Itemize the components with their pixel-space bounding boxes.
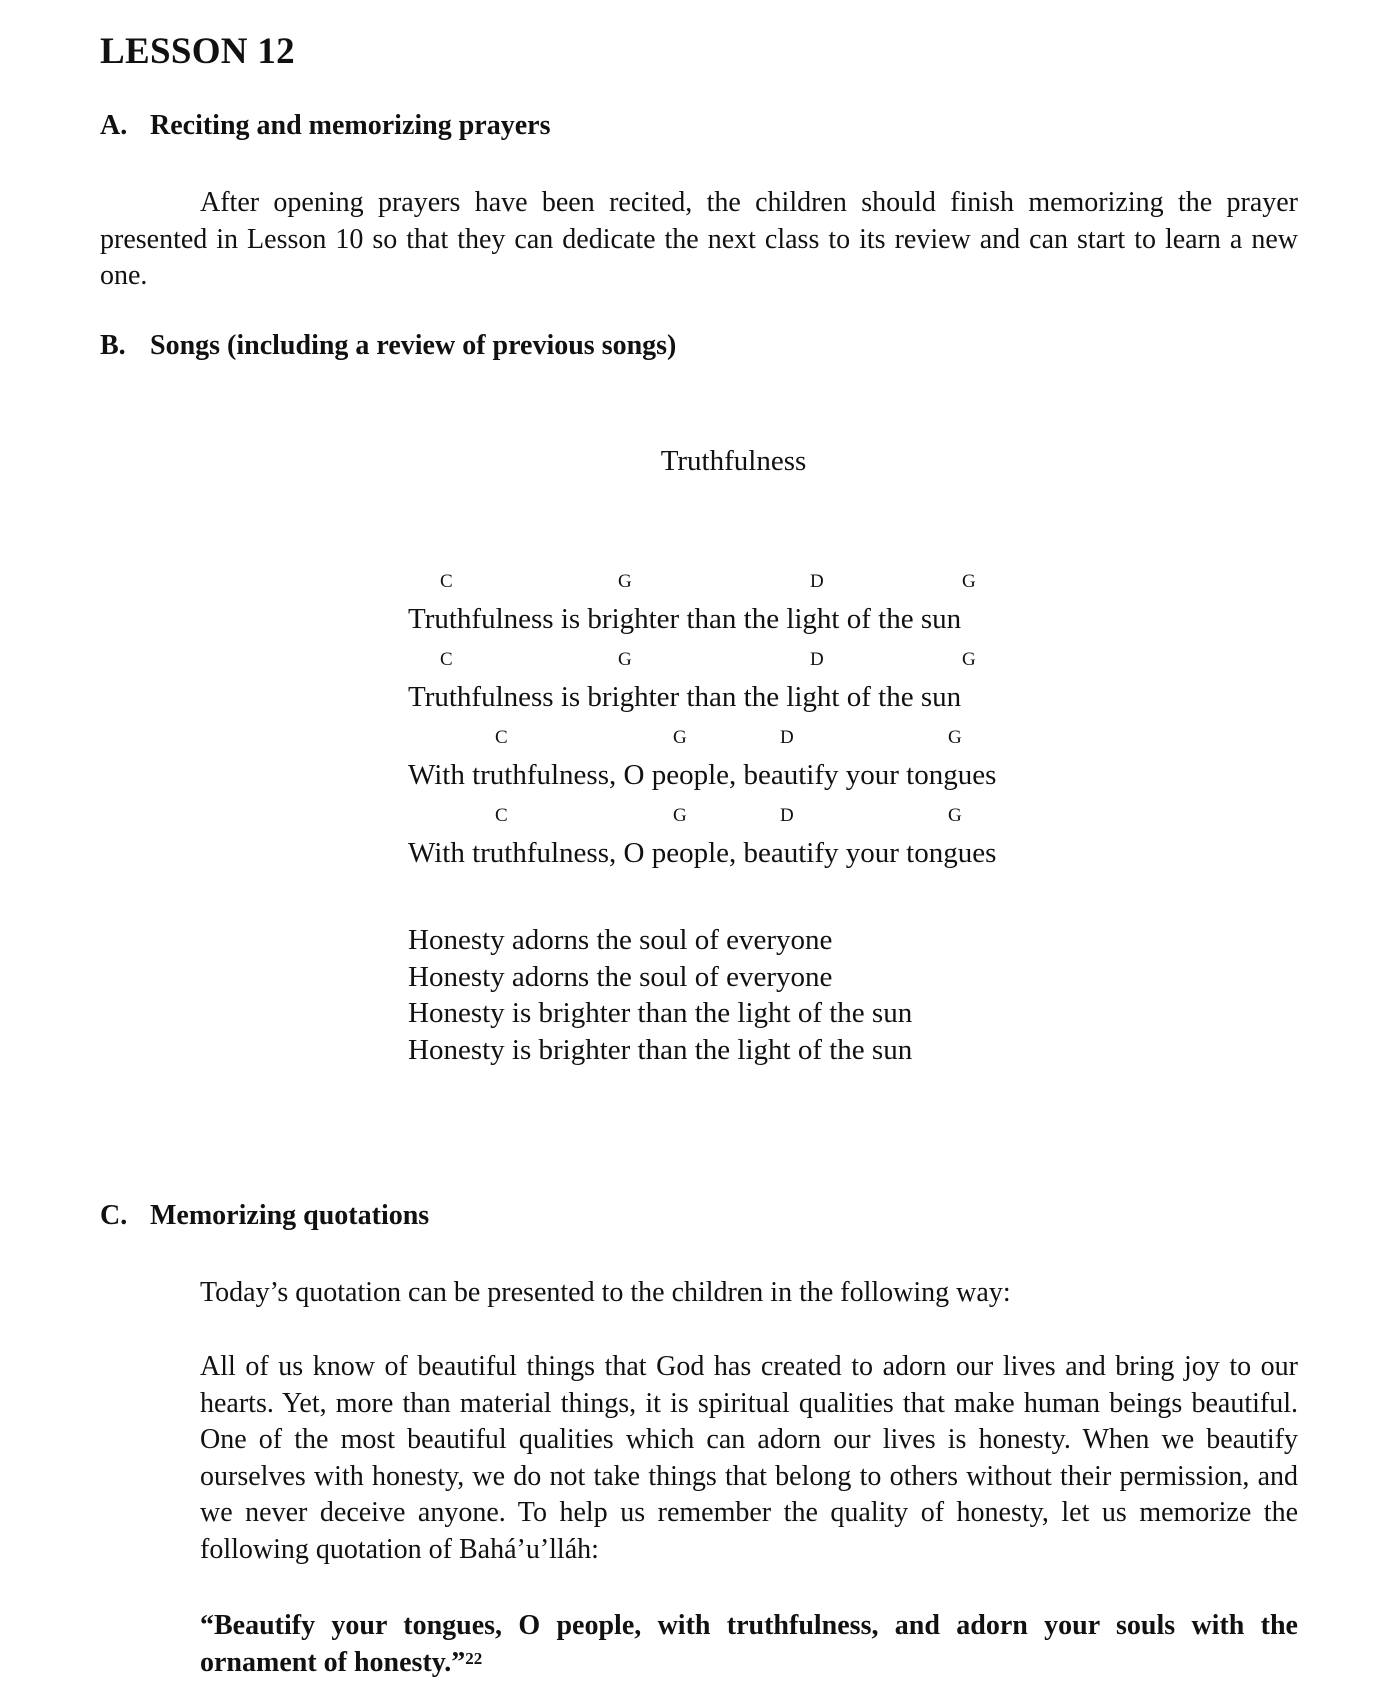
section-c-paragraph: All of us know of beautiful things that God has created to adorn our lives and bring joy to our hearts. Yet, more than material things, it is spiritual qualities that make human beings beautiful. One of the most beautiful qualities which can adorn our lives is honesty. When we beautify ourselves with honesty, we do not take things that belong to others without their permission, and we never deceive anyone. To help us remember the quality of honesty, let us memorize the following quotation of Bahá’u’lláh:	[200, 1351, 1298, 1565]
section-b-title: Songs (including a review of previous songs)	[150, 330, 677, 361]
song-chord-sheet	[408, 565, 1088, 877]
section-c-letter: C.	[100, 1200, 128, 1231]
chord: C	[440, 571, 453, 592]
chord: G	[962, 571, 976, 592]
chord-row	[408, 799, 1088, 835]
chord-row	[408, 721, 1088, 757]
chord: G	[618, 571, 632, 592]
verse-line: Honesty is brighter than the light of the sun	[408, 997, 913, 1029]
section-a-heading	[100, 110, 551, 142]
section-b-heading	[100, 330, 676, 362]
chord: C	[440, 649, 453, 670]
chord: G	[673, 727, 687, 748]
section-a-paragraph: After opening prayers have been recited, the children should finish memorizing the prayer presented in Lesson 10 so that they can dedicate the next class to its review and can start to learn a new one.	[100, 187, 1298, 291]
section-b-letter: B.	[100, 330, 126, 361]
section-a-title: Reciting and memorizing prayers	[150, 110, 551, 141]
chord: G	[962, 649, 976, 670]
chord: D	[780, 727, 794, 748]
lyric-line: Truthfulness is brighter than the light of the sun	[408, 603, 962, 635]
section-c-intro: Today’s quotation can be presented to the children in the following way:	[200, 1277, 1011, 1308]
chord: G	[948, 727, 962, 748]
bahaullah-quotation	[200, 1608, 1298, 1681]
verse-line: Honesty is brighter than the light of the sun	[408, 1033, 913, 1066]
chord-row	[408, 565, 1088, 601]
chord: D	[810, 649, 824, 670]
lyric-line: Truthfulness is brighter than the light of the sun	[408, 681, 962, 713]
chord: C	[495, 805, 508, 826]
chord: G	[618, 649, 632, 670]
lesson-title: LESSON 12	[100, 31, 295, 72]
verse-line: Honesty adorns the soul of everyone	[408, 924, 833, 956]
song-verse-2	[408, 922, 912, 1068]
song-title: Truthfulness	[660, 445, 807, 477]
chord: D	[780, 805, 794, 826]
section-c-title: Memorizing quotations	[150, 1200, 430, 1231]
chord: G	[673, 805, 687, 826]
section-a-letter: A.	[100, 110, 128, 141]
lyric-line: With truthfulness, O people, beautify your tongues	[408, 837, 997, 869]
chord: D	[810, 571, 824, 592]
verse-line: Honesty adorns the soul of everyone	[408, 960, 833, 993]
footnote-marker: 22	[465, 1648, 483, 1668]
lyric-line: With truthfulness, O people, beautify your tongues	[408, 759, 997, 791]
chord-row	[408, 643, 1088, 679]
chord: C	[495, 727, 508, 748]
chord: G	[948, 805, 962, 826]
quotation-text: “Beautify your tongues, O people, with truthfulness, and adorn your souls with the ornament of honesty.”	[200, 1610, 1298, 1678]
section-c-heading	[100, 1200, 429, 1232]
